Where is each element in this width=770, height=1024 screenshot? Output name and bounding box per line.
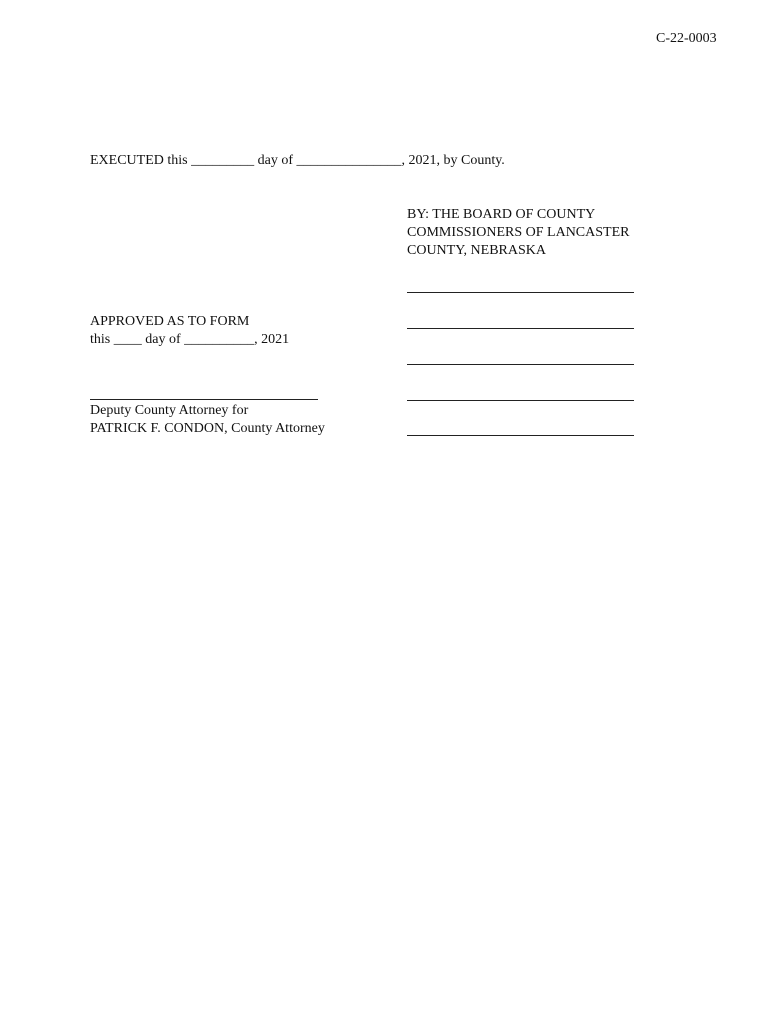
board-signature-line [407, 292, 634, 293]
board-signature-line [407, 364, 634, 365]
board-heading-line: BY: THE BOARD OF COUNTY [407, 207, 596, 222]
document-number: C-22-0003 [656, 31, 717, 46]
attorney-signature-line [90, 399, 318, 400]
attorney-name: PATRICK F. CONDON, County Attorney [90, 421, 325, 436]
board-heading-line: COMMISSIONERS OF LANCASTER [407, 225, 630, 240]
approved-as-to-form-heading: APPROVED AS TO FORM [90, 314, 250, 329]
board-signature-line [407, 435, 634, 436]
approval-date-line: this ____ day of __________, 2021 [90, 332, 290, 347]
execution-statement: EXECUTED this _________ day of _______________, 2021, by County. [90, 153, 505, 168]
board-signature-line [407, 400, 634, 401]
attorney-title: Deputy County Attorney for [90, 403, 249, 418]
board-signature-line [407, 328, 634, 329]
board-heading-line: COUNTY, NEBRASKA [407, 243, 546, 258]
